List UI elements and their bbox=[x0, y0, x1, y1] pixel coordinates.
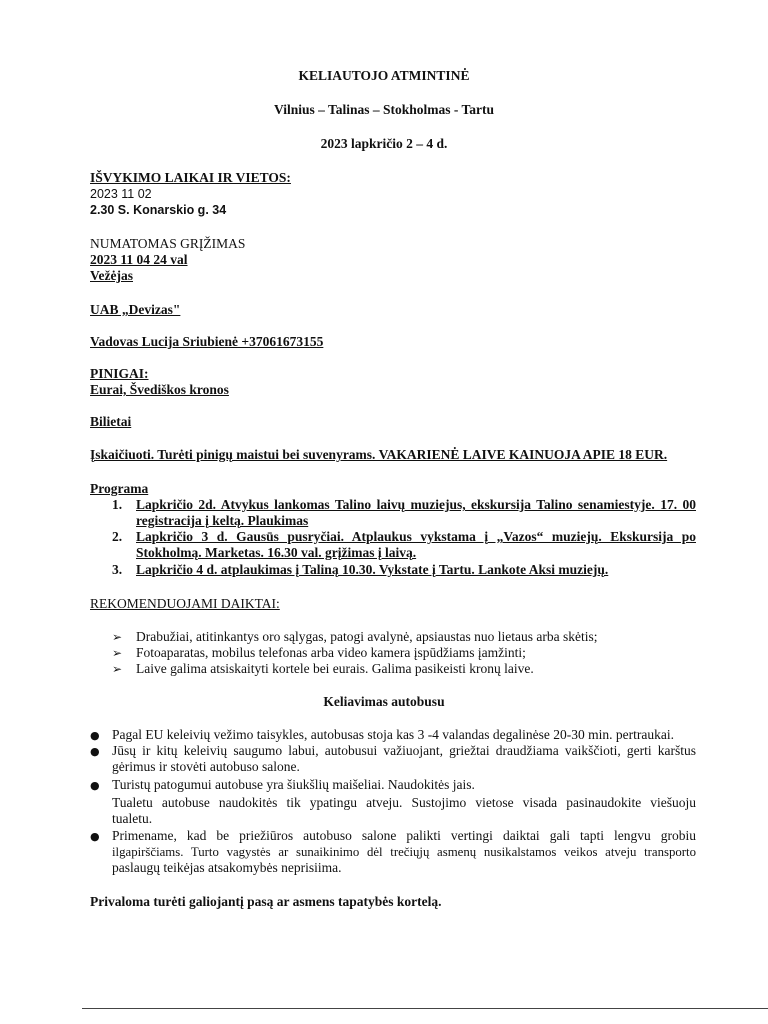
money-currencies: Eurai, Švediškos kronos bbox=[90, 382, 229, 397]
program-item-text: Lapkričio 2d. Atvykus lankomas Talino laivų muziejus, ekskursija Talino senamiestyje. 17. 00 bbox=[136, 497, 696, 512]
arrowhead-bullet-icon: ➢ bbox=[112, 630, 123, 644]
program-item-number: 3. bbox=[112, 562, 123, 577]
bus-rule-text-cont: ilgapirščiams. Turto vagystės ar sunaikinimo dėl trečiųjų asmenų nusikalstamos veikos atveju transporto bbox=[112, 845, 696, 859]
departure-date: 2023 11 02 bbox=[90, 187, 152, 201]
dot-bullet-icon: ● bbox=[90, 779, 100, 792]
bus-rule-text: Primename, kad be priežiūros autobuso salone palikti vertingi daiktai gali tapti lengvu grobiu bbox=[112, 828, 696, 843]
bus-rule-text-cont: paslaugų teikėjas atsakomybės neprisiima. bbox=[112, 860, 342, 875]
dot-bullet-icon: ● bbox=[90, 745, 100, 758]
bus-rule-text: Turistų patogumui autobuse yra šiukšlių maišeliai. Naudokitės jais. bbox=[112, 777, 475, 792]
bus-rule-text-cont: gėrimus ir stovėti autobuso salone. bbox=[112, 759, 300, 774]
trip-leader: Vadovas Lucija Sriubienė +37061673155 bbox=[90, 334, 324, 349]
return-heading: NUMATOMAS GRĮŽIMAS bbox=[90, 236, 246, 251]
dot-bullet-icon: ● bbox=[90, 830, 100, 843]
program-item-number: 2. bbox=[112, 529, 123, 544]
document-title: KELIAUTOJO ATMINTINĖ bbox=[298, 68, 470, 83]
closing-note: Privaloma turėti galiojantį pasą ar asmens tapatybės kortelą. bbox=[90, 894, 442, 909]
recommended-item-text: Fotoaparatas, mobilus telefonas arba video kamera įspūdžiams įamžinti; bbox=[136, 645, 526, 660]
program-heading: Programa bbox=[90, 481, 149, 496]
money-heading: PINIGAI: bbox=[90, 366, 149, 381]
bus-section-heading: Keliavimas autobusu bbox=[323, 694, 445, 709]
recommended-item-text: Drabužiai, atitinkantys oro sąlygas, patogi avalynė, apsiaustas nuo lietaus arba skėtis; bbox=[136, 629, 598, 644]
arrowhead-bullet-icon: ➢ bbox=[112, 646, 123, 660]
carrier-label: Vežėjas bbox=[90, 268, 133, 283]
program-item-text-cont: Stokholmą. Marketas. 16.30 val. grįžimas į laivą. bbox=[136, 545, 417, 560]
recommended-heading: REKOMENDUOJAMI DAIKTAI: bbox=[90, 596, 280, 611]
tickets-heading: Bilietai bbox=[90, 414, 132, 429]
return-datetime: 2023 11 04 24 val bbox=[90, 252, 188, 267]
program-item-number: 1. bbox=[112, 497, 123, 512]
program-item-text: Lapkričio 4 d. atplaukimas į Taliną 10.30. Vykstate į Tartu. Lankote Aksi muziejų. bbox=[136, 562, 609, 577]
bus-rule-text: Pagal EU keleivių vežimo taisykles, autobusas stoja kas 3 -4 valandas degalinėse 20-30 min. pertraukai. bbox=[112, 727, 674, 742]
program-item-text-cont: registracija į keltą. Plaukimas bbox=[136, 513, 309, 528]
departure-heading: IŠVYKIMO LAIKAI IR VIETOS: bbox=[90, 170, 291, 185]
departure-place: 2.30 S. Konarskio g. 34 bbox=[90, 203, 227, 217]
tickets-note: Įskaičiuoti. Turėti pinigų maistui bei suvenyrams. VAKARIENĖ LAIVE KAINUOJA APIE 18 EUR. bbox=[90, 447, 668, 462]
arrowhead-bullet-icon: ➢ bbox=[112, 662, 123, 676]
footer-divider bbox=[82, 1008, 768, 1009]
carrier-name: UAB „Devizas" bbox=[90, 302, 181, 317]
program-item-text: Lapkričio 3 d. Gausūs pusryčiai. Atplaukus vykstama į „Vazos“ muziejų. Ekskursija po bbox=[136, 529, 696, 544]
route-line: Vilnius – Talinas – Stokholmas - Tartu bbox=[273, 102, 495, 117]
dot-bullet-icon: ● bbox=[90, 729, 100, 742]
trip-dates: 2023 lapkričio 2 – 4 d. bbox=[320, 136, 448, 151]
bus-rule-text: Jūsų ir kitų keleivių saugumo labui, autobusui važiuojant, griežtai draudžiama vaikščioti, gerti karštus bbox=[112, 743, 696, 758]
bus-rule-text-cont: tualetu. bbox=[112, 811, 153, 826]
bus-rule-text: Tualetu autobuse naudokitės tik ypatingu atveju. Sustojimo vietose visada pasinaudokite viešuoju bbox=[112, 795, 696, 810]
recommended-item-text: Laive galima atsiskaityti kortele bei eurais. Galima pasikeisti kronų laive. bbox=[136, 661, 534, 676]
